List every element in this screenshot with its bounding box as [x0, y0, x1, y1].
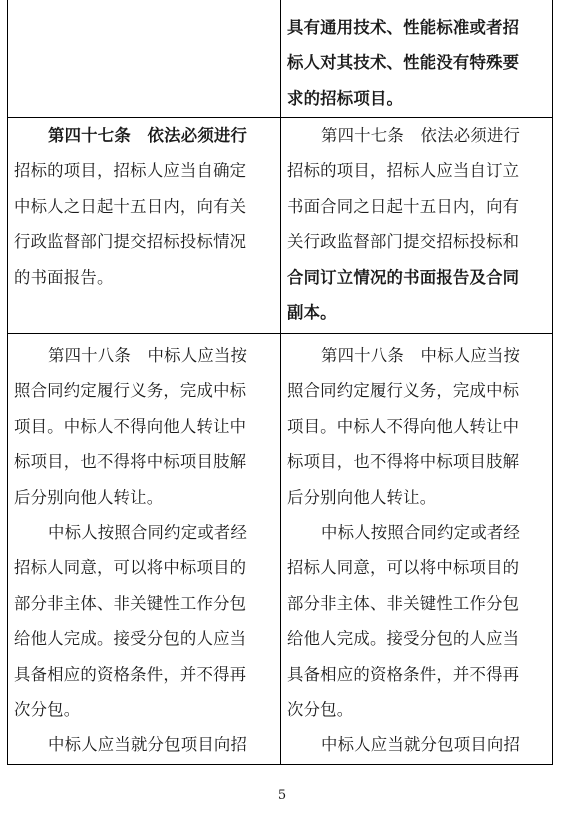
- text-line: 部分非主体、非关键性工作分包: [14, 593, 247, 613]
- text-line: 次分包。: [287, 699, 354, 719]
- text-line: 第四十八条 中标人应当按: [48, 346, 248, 365]
- row-divider: [8, 333, 552, 334]
- text-line: 具有通用技术、性能标准或者招: [287, 18, 520, 37]
- text-line: 照合同约定履行义务，完成中标: [287, 381, 520, 401]
- text-line: 副本。: [287, 302, 337, 322]
- text-line: 中标人按照合同约定或者经: [48, 522, 248, 542]
- text-line: 招标的项目，招标人应当自订立: [287, 161, 520, 181]
- text-line: 招标人同意，可以将中标项目的: [287, 558, 520, 578]
- text-line: 招标人同意，可以将中标项目的: [14, 558, 247, 578]
- page-number: 5: [277, 788, 287, 803]
- text-line: 次分包。: [14, 699, 81, 719]
- text-line: 中标人按照合同约定或者经: [321, 522, 521, 542]
- text-line: 照合同约定履行义务，完成中标: [14, 381, 247, 401]
- text-line: 合同订立情况的书面报告及合同: [287, 267, 520, 287]
- text-line: 的书面报告。: [14, 267, 114, 287]
- text-line: 部分非主体、非关键性工作分包: [287, 593, 520, 613]
- text-line: 第四十八条 中标人应当按: [321, 346, 521, 365]
- text-line: 标项目，也不得将中标项目肢解: [287, 452, 520, 472]
- text-line: 具备相应的资格条件，并不得再: [14, 664, 247, 684]
- text-line: 给他人完成。接受分包的人应当: [14, 629, 247, 649]
- text-line: 关行政监督部门提交招标投标和: [287, 232, 520, 252]
- text-line: 中标人应当就分包项目向招: [48, 735, 248, 755]
- row-1-right-cell: [281, 118, 552, 330]
- comparison-table: [7, 0, 553, 765]
- article-heading: 第四十七条 依法必须进行: [48, 126, 248, 145]
- text-line: 第四十七条 依法必须进行: [321, 126, 521, 145]
- row-1-left-cell: [8, 118, 280, 295]
- row-2-left-cell: [8, 338, 280, 763]
- text-line: 行政监督部门提交招标投标情况: [14, 232, 247, 252]
- text-line: 标人对其技术、性能没有特殊要: [287, 53, 520, 73]
- text-line: 给他人完成。接受分包的人应当: [287, 629, 520, 649]
- text-line: 求的招标项目。: [287, 88, 404, 108]
- text-line: 中标人应当就分包项目向招: [321, 735, 521, 755]
- text-line: 中标人之日起十五日内，向有关: [14, 196, 247, 216]
- text-line: 项目。中标人不得向他人转让中: [287, 416, 520, 436]
- text-line: 书面合同之日起十五日内，向有: [287, 196, 520, 216]
- row-2-right-cell: [281, 338, 552, 763]
- row-0-right-cell: [281, 10, 552, 116]
- text-line: [14, 118, 274, 153]
- text-line: 项目。中标人不得向他人转让中: [14, 416, 247, 436]
- text-line: 招标的项目，招标人应当自确定: [14, 161, 247, 181]
- text-line: 具备相应的资格条件，并不得再: [287, 664, 520, 684]
- text-line: 标项目，也不得将中标项目肢解: [14, 452, 247, 472]
- row-0-left-cell: [8, 0, 280, 117]
- text-line: 后分别向他人转让。: [14, 487, 164, 507]
- text-line: 后分别向他人转让。: [287, 487, 437, 507]
